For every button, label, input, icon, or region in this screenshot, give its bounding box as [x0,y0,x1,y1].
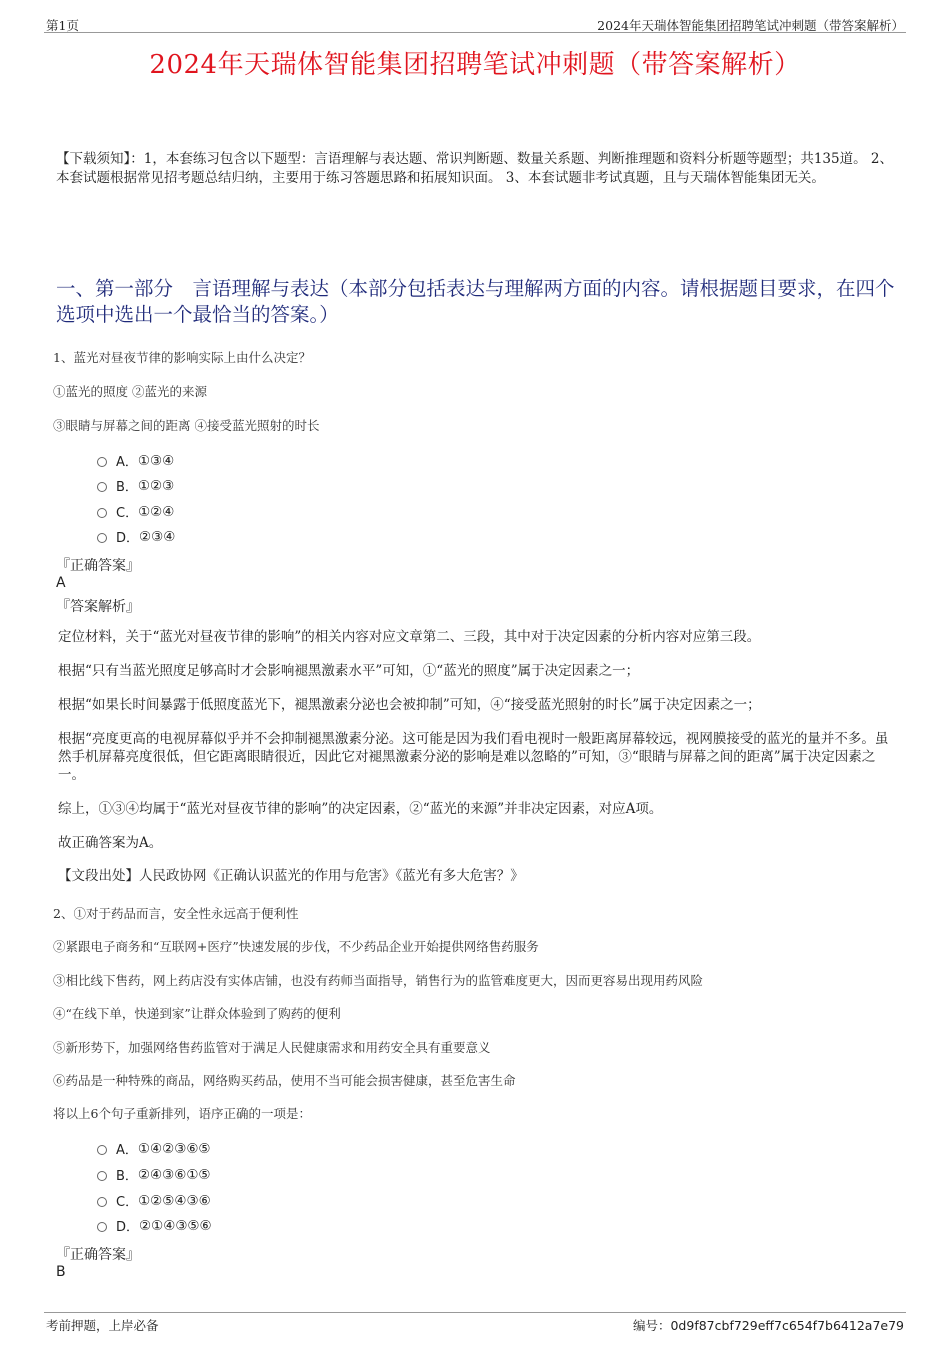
footer-slogan: 考前押题，上岸必备 [46,1318,159,1333]
q1-item-1: ①蓝光的照度 ②蓝光的来源 [53,384,207,399]
document-title: 2024年天瑞体智能集团招聘笔试冲刺题（带答案解析） [149,50,801,80]
radio-icon[interactable] [97,1145,107,1155]
q2-option-b[interactable]: B． ②④③⑥①⑤ [97,1165,211,1184]
radio-icon[interactable] [97,457,107,467]
footer-code-label: 编号： [632,1318,671,1333]
q2-item-6: ⑥药品是一种特殊的商品，网络购买药品，使用不当可能会损害健康，甚至危害生命 [53,1073,516,1088]
page-number: 第1页 [46,18,79,33]
q1-answer: A [56,575,66,591]
q1-analysis-3: 根据“如果长时间暴露于低照度蓝光下，褪黑激素分泌也会被抑制”可知，④“接受蓝光照射的时长”属于决定因素之一； [58,697,761,713]
q1-analysis-1: 定位材料，关于“蓝光对昼夜节律的影响”的相关内容对应文章第二、三段，其中对于决定因素的分析内容对应第三段。 [58,629,761,645]
q1-analysis-label: 『答案解析』 [56,599,140,615]
page-header [44,12,906,33]
radio-icon[interactable] [97,508,107,518]
q2-item-2: ②紧跟电子商务和“互联网+医疗”快速发展的步伐，不少药品企业开始提供网络售药服务 [53,939,539,954]
q1-stem: 1、蓝光对昼夜节律的影响实际上由什么决定？ [53,350,311,365]
footer-code-value: 0d9f87cbf729eff7c654f7b6412a7e79 [670,1318,904,1333]
radio-icon[interactable] [97,533,107,543]
q1-analysis-2: 根据“只有当蓝光照度足够高时才会影响褪黑激素水平”可知，①“蓝光的照度”属于决定因素之一； [58,663,640,679]
q2-item-4: ④“在线下单，快递到家”让群众体验到了购药的便利 [53,1006,341,1021]
footer-code [633,1316,904,1334]
q1-item-2: ③眼睛与屏幕之间的距离 ④接受蓝光照射的时长 [53,418,320,433]
q2-item-5: ⑤新形势下，加强网络售药监管对于满足人民健康需求和用药安全具有重要意义 [53,1040,491,1055]
q2-stem: 2、①对于药品而言，安全性永远高于便利性 [53,906,299,921]
q2-answer-label: 『正确答案』 [56,1247,140,1263]
header-doc-title: 2024年天瑞体智能集团招聘笔试冲刺题（带答案解析） [597,18,904,33]
q1-answer-label: 『正确答案』 [56,558,140,574]
q1-option-c[interactable]: C． ①②④ [97,502,174,521]
q1-analysis-5: 综上，①③④均属于“蓝光对昼夜节律的影响”的决定因素，②“蓝光的来源”并非决定因素，对应A项。 [58,801,663,817]
q1-option-b[interactable]: B． ①②③ [97,476,174,495]
page-footer [44,1312,906,1335]
download-notice: 【下载须知】：1，本套练习包含以下题型：言语理解与表达题、常识判断题、数量关系题、判断推理题和资料分析题等题型；共135道。 2、本套试题根据常见招考题总结归纳，主要用于练习答题思路和拓展知识面。 3、本套试题非考试真题，且与天瑞体智能集团无关。 [56,151,893,186]
q2-option-a[interactable]: A． ①④②③⑥⑤ [97,1139,211,1158]
section-heading: 一、第一部分 言语理解与表达（本部分包括表达与理解两方面的内容。请根据题目要求，在四个选项中选出一个最恰当的答案。） [56,277,895,326]
q1-option-d[interactable]: D． ②③④ [97,527,175,546]
q1-analysis-4: 根据“亮度更高的电视屏幕似乎并不会抑制褪黑激素分泌。这可能是因为我们看电视时一般距离屏幕较远，视网膜接受的蓝光的量并不多。虽然手机屏幕亮度很低，但它距离眼睛很近，因此它对褪黑激素分泌的影响是难以忽略的”可知，③“眼睛与屏幕之间的距离”属于决定因素之一。 [58,731,889,783]
q1-option-a[interactable]: A． ①③④ [97,451,174,470]
q2-prompt: 将以上6个句子重新排列，语序正确的一项是： [53,1106,311,1121]
radio-icon[interactable] [97,1171,107,1181]
q1-source: 【文段出处】人民政协网《正确认识蓝光的作用与危害》《蓝光有多大危害？》 [58,868,524,884]
radio-icon[interactable] [97,482,107,492]
q2-answer: B [56,1264,66,1280]
radio-icon[interactable] [97,1222,107,1232]
q2-option-c[interactable]: C． ①②⑤④③⑥ [97,1191,211,1210]
q1-analysis-6: 故正确答案为A。 [58,835,163,851]
q2-item-3: ③相比线下售药，网上药店没有实体店铺，也没有药师当面指导，销售行为的监管难度更大，因而更容易出现用药风险 [53,973,704,988]
radio-icon[interactable] [97,1197,107,1207]
q2-option-d[interactable]: D． ②①④③⑤⑥ [97,1216,212,1235]
